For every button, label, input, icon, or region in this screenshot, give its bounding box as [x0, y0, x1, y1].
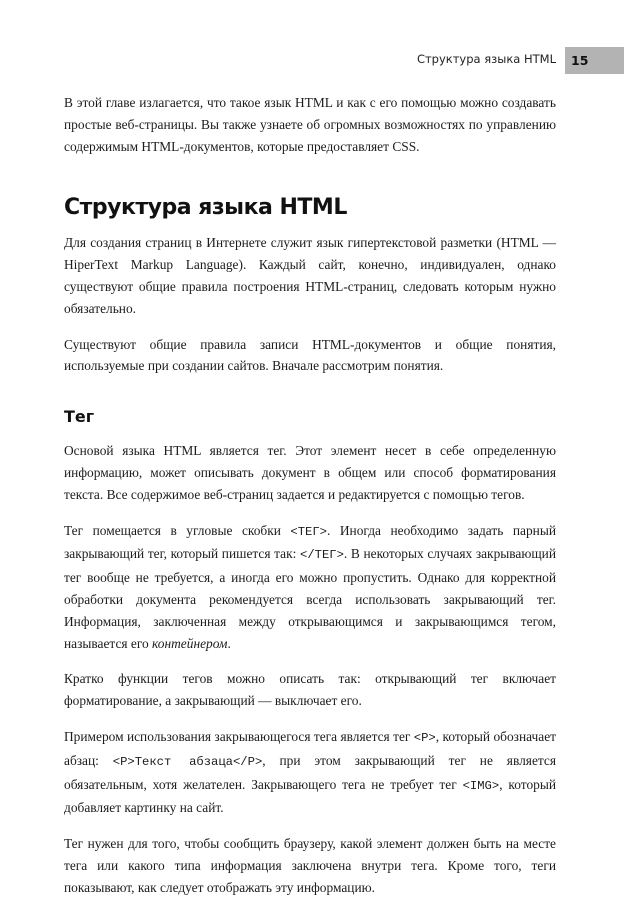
section-paragraph: Для создания страниц в Интернете служит язык гипертекстовой разметки (HTML — HiperText Markup Language). Каждый сайт, конечно, индивидуален, однако существуют общие правила построения HTML-страниц, следовать которым нужно обязательно.: [64, 235, 556, 316]
text-run: .: [227, 635, 231, 651]
subsection-heading: Тег: [64, 407, 95, 427]
text-run: . Иногда необходимо задать парный закрывающий тег, который пишется так:: [64, 522, 556, 562]
code-inline: <P>Текст абзаца</P>: [112, 754, 263, 769]
emphasis-term: контейнером: [152, 635, 228, 651]
section-paragraph: Существуют общие правила записи HTML-документов и общие понятия, используемые при создании сайтов. Вначале рассмотрим понятия.: [64, 336, 556, 374]
page-number: 15: [565, 47, 624, 74]
code-inline: </ТЕГ>: [300, 548, 344, 563]
code-inline: <IMG>: [462, 778, 500, 793]
text-run: , который добавляет картинку на сайт.: [64, 776, 556, 816]
section-heading: Структура языка HTML: [64, 195, 347, 221]
text-run: , при этом закрывающий тег не является обязательным, хотя желателен. Закрывающего тега не требует тег: [64, 752, 556, 792]
page-content: [64, 92, 556, 899]
tag-paragraph-3: Кратко функции тегов можно описать так: открывающий тег включает форматирование, а закрывающий — выключает его.: [64, 671, 556, 709]
code-inline: <ТЕГ>: [290, 524, 327, 539]
text-run: Примером использования закрывающегося тега является тег: [64, 728, 414, 744]
text-run: . В некоторых случаях закрывающий тег вообще не требуется, а иногда его можно пропустить. Однако для корректной обработки документа рекомендуется всегда использовать закрывающий тег. Информация, заключенная между открывающимся и закрывающимся тегом, называется его: [64, 546, 556, 651]
tag-paragraph-4: [64, 726, 556, 819]
code-inline: <P>: [413, 730, 436, 745]
intro-paragraph: В этой главе излагается, что такое язык HTML и как с его помощью можно создавать простые веб-страницы. Вы также узнаете об огромных возможностях по управлению содержимым HTML-документов, которые предоставляет CSS.: [64, 95, 556, 154]
tag-paragraph-5: Тег нужен для того, чтобы сообщить браузеру, какой элемент должен быть на месте тега или какого типа информация заключена внутри тега. Кроме того, теги показывают, как следует отображать эту информацию.: [64, 836, 556, 895]
text-run: Тег помещается в угловые скобки: [64, 522, 291, 538]
tag-paragraph-2: [64, 520, 556, 655]
running-header: [0, 47, 624, 74]
running-title: Структура языка HTML: [416, 52, 556, 66]
text-run: , который обозначает абзац:: [64, 728, 556, 768]
tag-paragraph-1: Основой языка HTML является тег. Этот элемент несет в себе определенную информацию, может описывать документ в общем или способ форматирования текста. Все содержимое веб-страниц задается и редактируется с помощью тегов.: [64, 443, 556, 502]
